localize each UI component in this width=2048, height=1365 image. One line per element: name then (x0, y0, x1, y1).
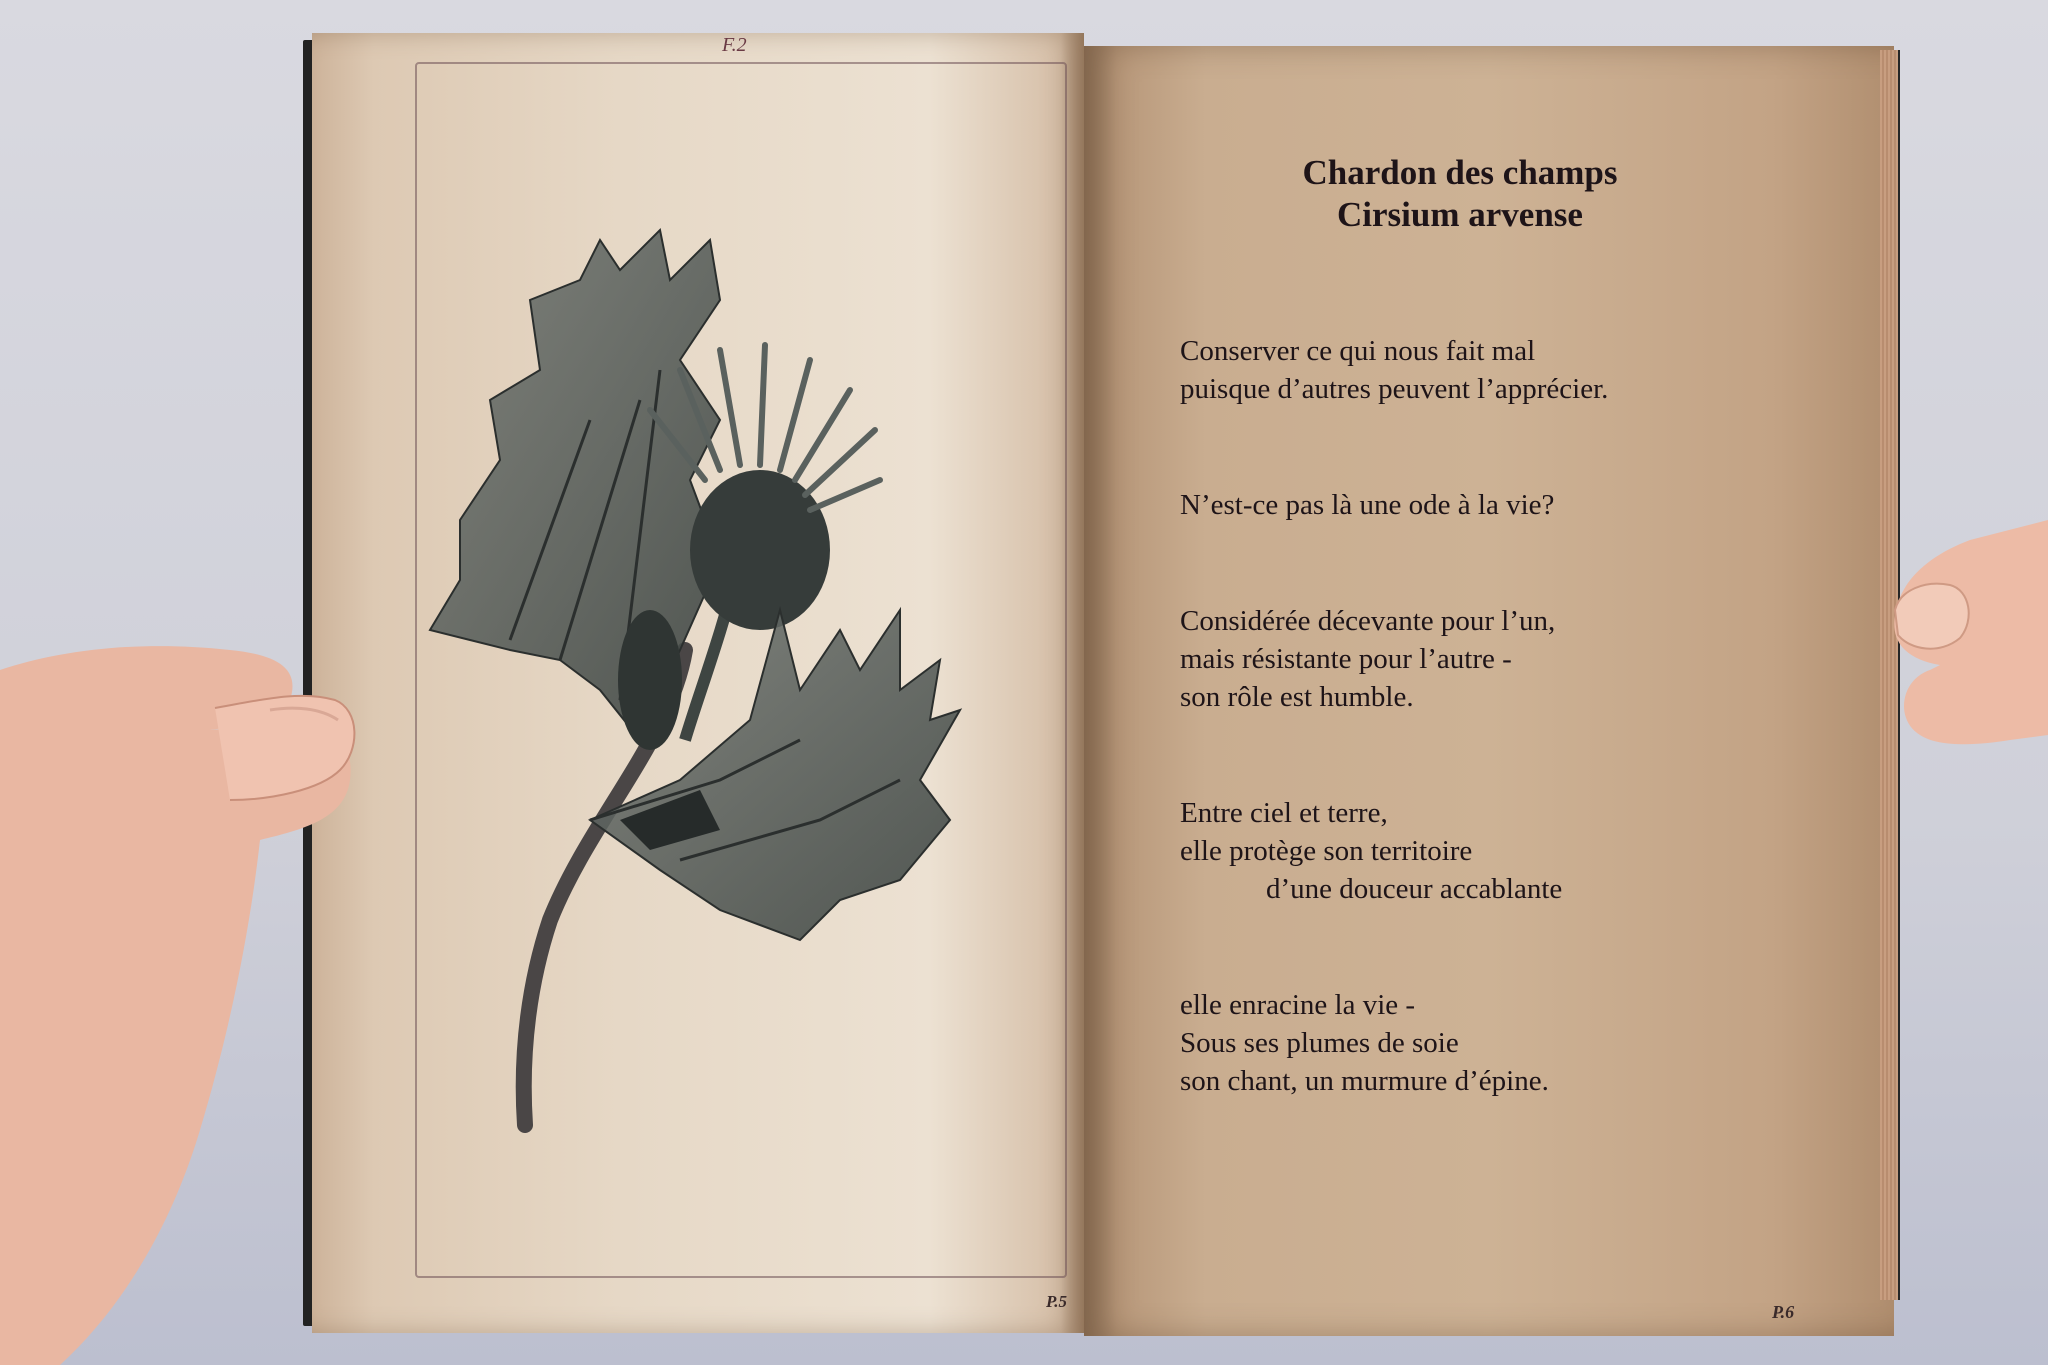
poem-line: N’est-ce pas là une ode à la vie? (1180, 489, 1555, 521)
stanza-2 (1180, 486, 1800, 524)
poem-line: d’une douceur accablante (1266, 873, 1563, 905)
page-number-right: P.6 (1772, 1302, 1795, 1322)
stanza-3 (1180, 602, 1800, 716)
poem-line: son rôle est humble. (1180, 681, 1414, 713)
thistle-illustration (420, 220, 1070, 1140)
poem-line: son chant, un murmure d’épine. (1180, 1065, 1549, 1097)
poem-body (1180, 332, 1800, 1100)
poem-line: Entre ciel et terre, (1180, 797, 1388, 829)
plate-folio: F.2 (722, 34, 747, 56)
stanza-4 (1180, 794, 1800, 908)
page-number-left: P.5 (1046, 1292, 1067, 1311)
right-hand (1840, 520, 2048, 840)
poem-line: elle protège son territoire (1180, 835, 1473, 867)
stanza-1 (1180, 332, 1800, 408)
poem-line: Conserver ce qui nous fait mal (1180, 335, 1536, 367)
poem-line: elle enracine la vie - (1180, 989, 1416, 1021)
left-hand (0, 630, 380, 1365)
poem-line: puisque d’autres peuvent l’apprécier. (1180, 373, 1609, 405)
poem-subtitle: Cirsium arvense (1337, 195, 1583, 234)
poem-title: Chardon des champs (1302, 153, 1618, 192)
poem-line: Sous ses plumes de soie (1180, 1027, 1459, 1059)
stanza-5 (1180, 986, 1800, 1100)
poem-line: mais résistante pour l’autre - (1180, 643, 1512, 675)
poem-line: Considérée décevante pour l’un, (1180, 605, 1556, 637)
poem-title-block (1200, 152, 1720, 236)
